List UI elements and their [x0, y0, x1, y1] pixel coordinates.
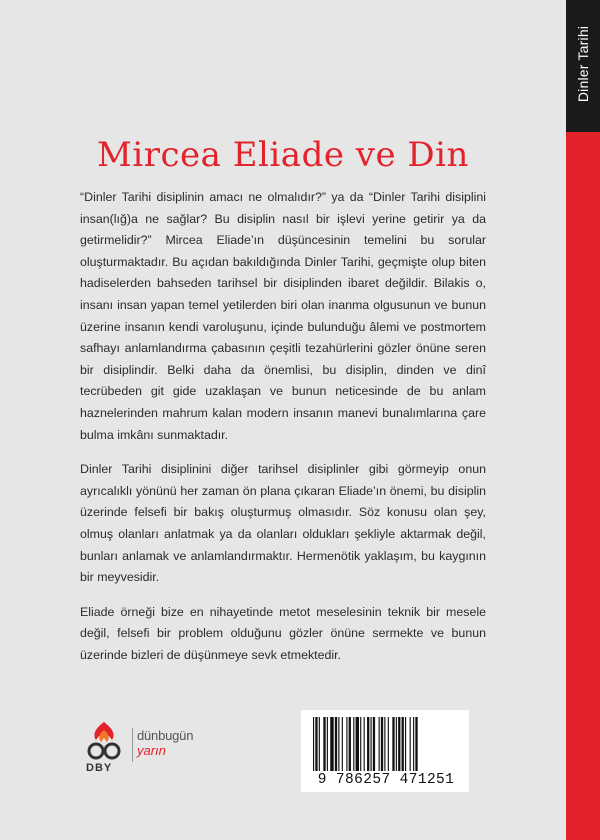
barcode-bar — [405, 717, 406, 771]
barcode-bar — [360, 717, 361, 771]
barcode-bar — [367, 717, 369, 771]
barcode-bar — [349, 717, 351, 771]
barcode-bar — [330, 717, 333, 771]
barcode-bar — [379, 717, 380, 771]
barcode-bar — [402, 717, 404, 771]
publisher-logo — [82, 718, 222, 782]
blurb — [80, 187, 486, 679]
barcode-bar — [319, 717, 320, 771]
barcode-bar — [342, 717, 343, 771]
barcode-bar — [371, 717, 372, 771]
publisher-name-sub: yarın — [137, 743, 166, 758]
spine — [566, 0, 600, 840]
barcode-bar — [338, 717, 339, 771]
barcode-bar — [356, 717, 359, 771]
barcode-bar — [353, 717, 354, 771]
barcode-bar — [388, 717, 389, 771]
barcode-bar — [323, 717, 325, 771]
barcode-bar — [410, 717, 411, 771]
barcode-bars — [311, 717, 459, 771]
isbn-number: 9 786257 471251 — [317, 772, 455, 788]
barcode-bar — [315, 717, 317, 771]
barcode-bar — [364, 717, 365, 771]
barcode-bar — [373, 717, 375, 771]
blurb-paragraph: Eliade örneği bize en nihayetinde metot meselesinin teknik bir mesele değil, felsefi bir problem olduğunu gözler önüne sermekte ve bunun üzerinde bizleri de düşünmeye sevk etmektedir. — [80, 604, 486, 662]
blurb-paragraph: Dinler Tarihi disiplinini diğer tarihsel disiplinler gibi görmeyip onun ayrıcalıklı yönünü her zaman ön plana çıkaran Eliade’ın önemi, bu disiplin üzerinde felsefi bir bakış oluşturmuş olmasıdır. Söz konusu olan şey, olmuş olanları anlatmak ya da olanları oldukları şekliyle aktarmak değil, bunları anlamak ve anlamlandırmaktır. Hermenötik yaklaşım, bu kaygının bir meyvesidir. — [80, 462, 486, 585]
spine-title: Dinler Tarihi — [575, 25, 591, 103]
logo-divider — [132, 728, 133, 762]
barcode-bar — [384, 717, 385, 771]
barcode-bar — [346, 717, 347, 771]
book-title: Mircea Eliade ve Din — [97, 134, 469, 175]
barcode-bar — [327, 717, 328, 771]
barcode-bar — [396, 717, 397, 771]
barcode-bar — [313, 717, 314, 771]
publisher-abbr: DBY — [86, 762, 113, 774]
blurb-paragraph: “Dinler Tarihi disiplinin amacı ne olmalıdır?” ya da “Dinler Tarihi disiplini insan(lığ)a ne sağlar? Bu disiplin nasıl bir işlevi yerine getirir ya da getirmelidir?” Mircea Eliade’ın düşüncesinin temelini bu sorular oluşturmaktadır. Bu açıdan bakıldığında Dinler Tarihi, geçmişte olup biten hadiselerden bahseden tarihsel bir disiplinden ibaret değildir. Bilakis o, insanı insan yapan temel yetilerden biri olan inanma olgusunun ve bunun üzerine insanın kendi varoluşunu, içinde bulunduğu âlemi ve postmortem safhayı anlamlandırma çabasının çeşitli tezahürlerini gözler önüne seren bir disiplindir. Belki daha da önemlisi, bu disiplin, dinden ve dinî tecrübeden git gide uzaklaşan ve bunun neticesinde de bu anlam haznelerinden mahrum kalan modern insanın manevi bunalımlarına çare bulma imkânı sunmaktadır. — [80, 190, 486, 442]
barcode — [301, 710, 469, 792]
barcode-bar — [381, 717, 383, 771]
barcode-bar — [415, 717, 417, 771]
publisher-name: dünbugün — [137, 728, 194, 743]
barcode-bar — [398, 717, 400, 771]
barcode-bar — [413, 717, 414, 771]
barcode-bar — [392, 717, 394, 771]
barcode-bar — [335, 717, 337, 771]
